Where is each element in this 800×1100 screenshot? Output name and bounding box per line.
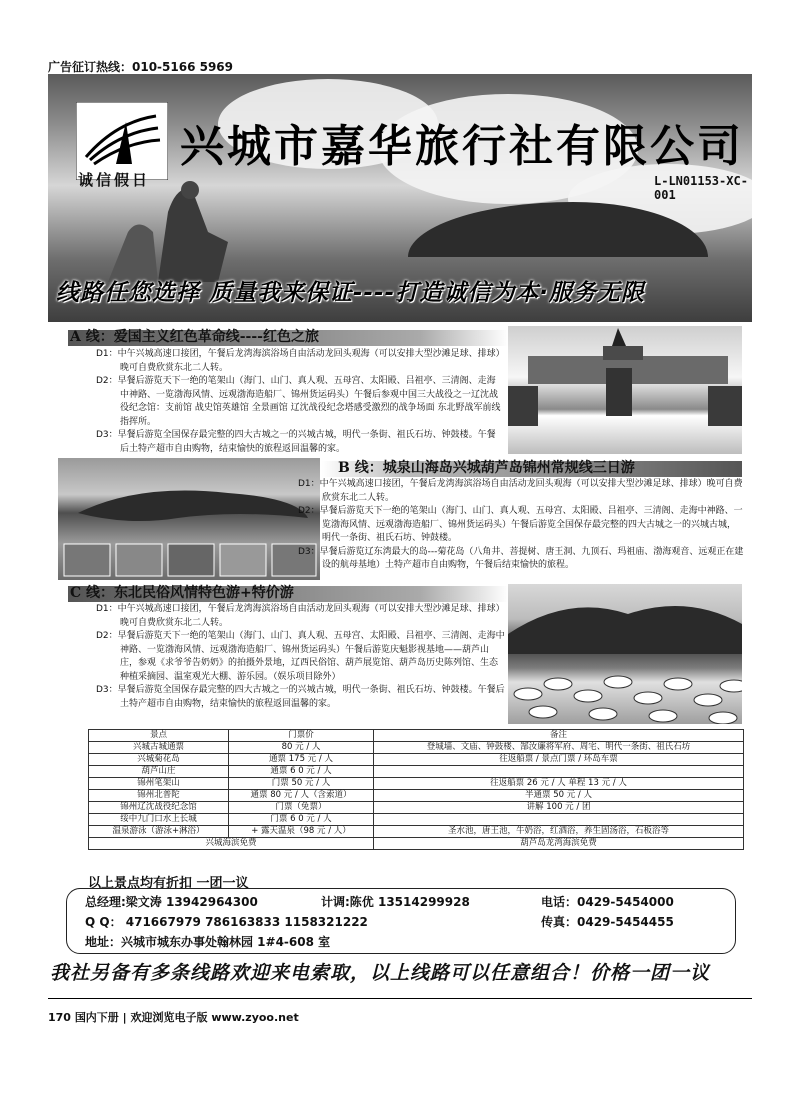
footer-separator: | [122, 1011, 131, 1024]
motto: 诚信假日 [78, 171, 151, 189]
page-footer [48, 1009, 299, 1025]
table-cell: 80 元 / 人 [229, 742, 374, 754]
table-cell: 温泉游泳（游泳+淋浴） [89, 826, 229, 838]
table-cell: 锦州笔架山 [89, 778, 229, 790]
table-cell: 通票 80 元 / 人（含索道） [229, 790, 374, 802]
table-cell: 往返船票 26 元 / 人 单程 13 元 / 人 [374, 778, 744, 790]
table-row [89, 826, 744, 838]
table-cell: 兴城菊花岛 [89, 754, 229, 766]
company-title: 兴城市嘉华旅行社有限公司 [180, 121, 744, 172]
route-c-itinerary [96, 603, 506, 711]
memorial-photo [508, 326, 742, 454]
table-cell: 门票 6 0 元 / 人 [229, 814, 374, 826]
table-cell: 门票 50 元 / 人 [229, 778, 374, 790]
phone-number: 电话：0429-5454000 [541, 895, 674, 909]
route-b-day1: D1：中午兴城高速口接团，午餐后龙湾海滨浴场自由活动龙回头观海（可以安排大型沙滩足球、排球）晚可自费欣赏东北二人转。 [298, 479, 743, 503]
table-cell: 讲解 100 元 / 团 [374, 802, 744, 814]
table-row [89, 802, 744, 814]
table-row [89, 742, 744, 754]
route-c-day3: D3：早餐后游览全国保存最完整的四大古城之一的兴城古城，明代一条街、祖氏石坊、钟鼓楼。午餐后土特产超市自由购物，结束愉快的旅程返回温馨的家。 [96, 685, 505, 709]
fax-number: 传真：0429-5454455 [541, 915, 674, 929]
table-cell: 半通票 50 元 / 人 [374, 790, 744, 802]
route-b-itinerary [298, 478, 744, 573]
route-a-title: A 线：爱国主义红色革命线----红色之旅 [70, 329, 319, 345]
contact-box [66, 888, 736, 954]
table-header-row [89, 730, 744, 742]
table-cell: 通票 6 0 元 / 人 [229, 766, 374, 778]
table-row [89, 814, 744, 826]
table-cell: 往返船票 / 景点门票 / 环岛车票 [374, 754, 744, 766]
dispatcher-contact: 计调:陈优 13514299928 [321, 895, 470, 909]
bottom-slogan: 我社另备有多条线路欢迎来电索取，以上线路可以任意组合！价格一团一议 [50, 962, 711, 984]
table-cell: 锦州北普陀 [89, 790, 229, 802]
table-cell: 圣水池，唐王池，牛奶浴，红酒浴，养生固汤浴，石板浴等 [374, 826, 744, 838]
discount-note: 以上景点均有折扣 一团一议 [88, 876, 249, 891]
table-row [89, 778, 744, 790]
route-a-day3: D3：早餐后游览全国保存最完整的四大古城之一的兴城古城，明代一条街、祖氏石坊、钟鼓楼。午餐后土特产超市自由购物，结束愉快的旅程返回温馨的家。 [96, 430, 496, 454]
route-b-title: B 线：城泉山海岛兴城葫芦岛锦州常规线三日游 [338, 460, 635, 476]
route-c-day2: D2：早餐后游览天下一绝的笔架山（海门、山门、真人观、五母宫、太阳殿、吕祖亭、三清阁、走海中神路、一览渤海风情、远观渤海造船厂、锦州货运码头）午餐后游览庆魁影视基地——葫芦山庄，参观《求爷爷告奶奶》的拍摄外景地，辽西民俗馆、葫芦展览馆、葫芦岛历史陈列馆、生态种植采摘园、温室观光大棚、游乐园。（娱乐项目除外） [96, 631, 505, 682]
table-cell: 通票 175 元 / 人 [229, 754, 374, 766]
island-aerial-photo [58, 458, 320, 580]
table-cell: + 露天温泉（98 元 / 人） [229, 826, 374, 838]
footer-divider [48, 998, 752, 999]
route-c-title: C 线：东北民俗风情特色游+特价游 [70, 585, 294, 601]
table-footer-row [89, 838, 744, 850]
table-header-cell: 备注 [374, 730, 744, 742]
table-cell: 兴城海滨免费 [89, 838, 374, 850]
qq-numbers: Q Q： 471667979 786163833 1158321222 [85, 915, 368, 929]
page-number: 170 [48, 1011, 71, 1024]
route-a-day2: D2：早餐后游览天下一绝的笔架山（海门、山门、真人观、五母宫、太阳殿、吕祖亭、三清阁、走海中神路、一览渤海风情、远观渤海造船厂、锦州货运码头）午餐后参观中国三大战役之一辽沈战役纪念馆：支前馆 战史馆英雄馆 全景画馆 辽沈战役纪念塔感受激烈的战争场面 东北野战军前线指挥所。 [96, 376, 501, 427]
table-header-cell: 门票价 [229, 730, 374, 742]
table-cell: 登城墙、文庙、钟鼓楼、郜汝廉将军府、周宅、明代一条街、祖氏石坊 [374, 742, 744, 754]
ad-hotline: 广告征订热线：010-5166 5969 [48, 60, 234, 74]
table-cell [374, 814, 744, 826]
table-cell: 葫芦岛龙湾海滨免费 [374, 838, 744, 850]
route-a-day1: D1：中午兴城高速口接团，午餐后龙湾海滨浴场自由活动龙回头观海（可以安排大型沙滩足球、排球）晚可自费欣赏东北二人转。 [96, 349, 501, 373]
table-row [89, 754, 744, 766]
route-c-day1: D1：中午兴城高速口接团，午餐后龙湾海滨浴场自由活动龙回头观海（可以安排大型沙滩足球、排球）晚可自费欣赏东北二人转。 [96, 604, 505, 628]
table-cell: 锦州辽沈战役纪念馆 [89, 802, 229, 814]
table-cell [374, 766, 744, 778]
footer-website: 欢迎浏览电子版 www.zyoo.net [130, 1011, 299, 1024]
beach-umbrellas-photo [508, 584, 742, 724]
table-cell: 绥中九门口水上长城 [89, 814, 229, 826]
route-b-day3: D3：早餐后游览辽东湾最大的岛---菊花岛（八角井、菩提树、唐王洞、九顶石、玛祖庙、渤海观音、远观正在建设的航母基地）土特产超市自由购物，午餐后结束愉快的旅程。 [298, 546, 744, 570]
table-row [89, 790, 744, 802]
table-cell: 兴城古城通票 [89, 742, 229, 754]
license-number: L-LN01153-XC-001 [654, 174, 748, 202]
table-row [89, 766, 744, 778]
table-header-cell: 景点 [89, 730, 229, 742]
table-cell: 门票（免票） [229, 802, 374, 814]
section-name: 国内下册 [74, 1011, 119, 1024]
company-banner [48, 74, 752, 322]
route-a-itinerary [96, 348, 504, 456]
address: 地址：兴城市城东办事处翰林园 1#4-608 室 [85, 935, 331, 949]
route-b-day2: D2：早餐后游览天下一绝的笔架山（海门、山门、真人观、五母宫、太阳殿、吕祖亭、三清阁、走海中神路、一 览渤海风情、远观渤海造船厂、锦州货运码头）午餐后游览全国保存最完整的四大古城之一的兴城古城，明代一条街、祖氏石坊、钟鼓楼。 [298, 506, 743, 543]
table-cell: 葫芦山庄 [89, 766, 229, 778]
manager-contact: 总经理:梁文涛 13942964300 [85, 895, 258, 909]
banner-slogan: 线路任您选择 质量我来保证----打造诚信为本·服务无限 [56, 280, 645, 306]
ticket-price-table [88, 729, 744, 850]
